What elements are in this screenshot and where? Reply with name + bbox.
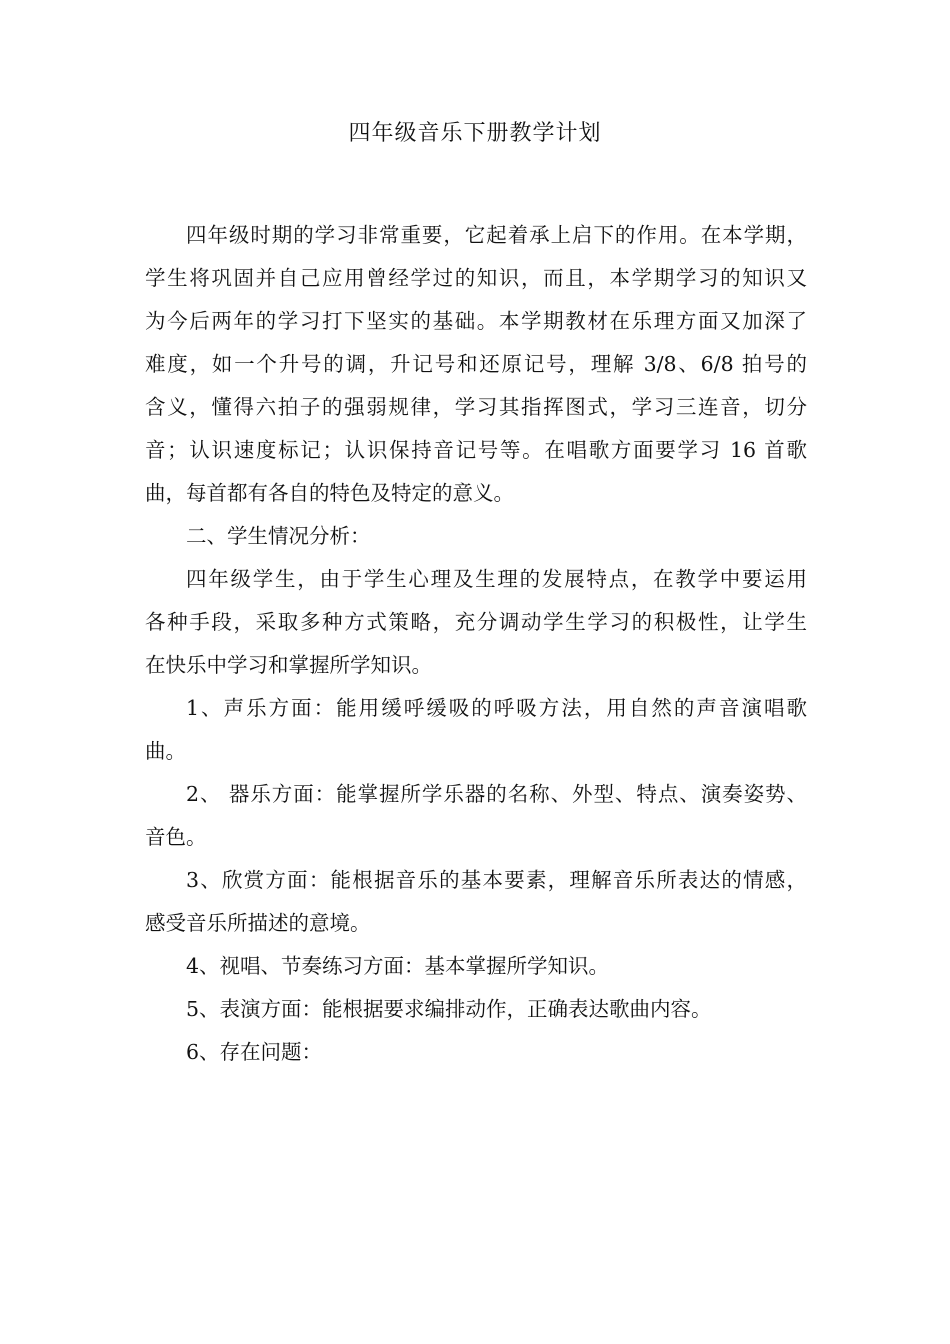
- analysis-line: 四年级学生，由于学生心理及生理的发展特点，在教学中要运用: [186, 567, 807, 591]
- analysis-line: 在快乐中学习和掌握所学知识。: [145, 653, 432, 677]
- item-sight-singing: [145, 949, 807, 992]
- item-instrumental: [145, 777, 807, 863]
- document-body: [145, 218, 807, 1078]
- analysis-line: 各种手段，采取多种方式策略，充分调动学生学习的积极性，让学生: [145, 610, 807, 634]
- item-line: 3、欣赏方面：能根据音乐的基本要素，理解音乐所表达的情感，: [186, 868, 807, 892]
- intro-line: 曲，每首都有各自的特色及特定的意义。: [145, 481, 514, 505]
- intro-line: 四年级时期的学习非常重要，它起着承上启下的作用。在本学期，: [186, 223, 807, 247]
- intro-line: 学生将巩固并自己应用曾经学过的知识，而且，本学期学习的知识又: [145, 266, 807, 290]
- item-line: 6、存在问题：: [186, 1040, 323, 1064]
- intro-line: 难度，如一个升号的调，升记号和还原记号，理解 3/8、6/8 拍号的: [145, 352, 807, 376]
- item-line: 曲。: [145, 739, 186, 763]
- document-title: 四年级音乐下册教学计划: [348, 121, 602, 146]
- item-line: 5、表演方面：能根据要求编排动作，正确表达歌曲内容。: [186, 997, 712, 1021]
- item-vocal: [145, 691, 807, 777]
- intro-paragraph: [145, 218, 807, 519]
- item-performance: [145, 992, 807, 1035]
- intro-line: 含义，懂得六拍子的强弱规律，学习其指挥图式，学习三连音，切分: [145, 395, 807, 419]
- item-line: 4、视唱、节奏练习方面：基本掌握所学知识。: [186, 954, 610, 978]
- analysis-paragraph: [145, 562, 807, 691]
- item-line: 2、 器乐方面：能掌握所学乐器的名称、外型、特点、演奏姿势、: [186, 782, 807, 806]
- intro-line: 为今后两年的学习打下坚实的基础。本学期教材在乐理方面又加深了: [145, 309, 807, 333]
- item-line: 1、声乐方面：能用缓呼缓吸的呼吸方法，用自然的声音演唱歌: [186, 696, 807, 720]
- intro-line: 音；认识速度标记；认识保持音记号等。在唱歌方面要学习 16 首歌: [145, 438, 807, 462]
- item-line: 音色。: [145, 825, 207, 849]
- section-heading: 二、学生情况分析：: [186, 524, 371, 548]
- item-appreciation: [145, 863, 807, 949]
- item-line: 感受音乐所描述的意境。: [145, 911, 371, 935]
- item-problems: [145, 1035, 807, 1078]
